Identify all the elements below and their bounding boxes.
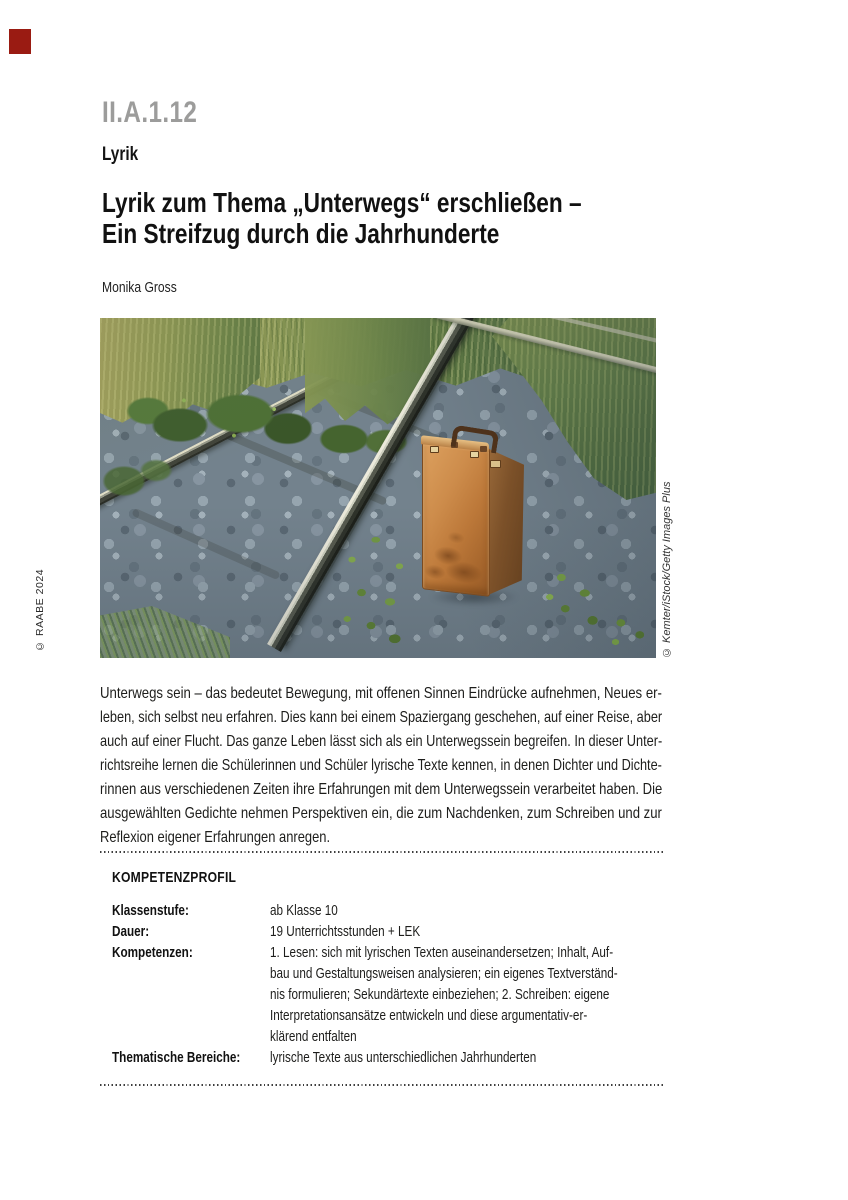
page-title-line1: Lyrik zum Thema „Unterwegs“ erschließen –: [102, 187, 582, 218]
profile-row: [112, 922, 672, 943]
profile-value-line: 19 Unterrichtsstunden + LEK: [270, 924, 421, 940]
page-title-line2: Ein Streifzug durch die Jahrhunderte: [102, 218, 500, 249]
intro-line: Reflexion eigener Erfahrungen anregen.: [100, 829, 331, 846]
photo-credit-vertical: © Kemter/iStock/Getty Images Plus: [661, 481, 673, 658]
intro-line: rinnen aus verschiedenen Zeiten ihre Erfahrungen mit dem Unterwegssein verarbeitet haben. Die: [100, 781, 663, 798]
profile-value-line: nis formulieren; Sekundärtexte einbeziehen; 2. Schreiben: eigene: [270, 987, 610, 1003]
intro-paragraph: [100, 682, 662, 850]
profile-value-line: 1. Lesen: sich mit lyrischen Texten auseinandersetzen; Inhalt, Auf-: [270, 945, 614, 961]
profile-row: [112, 943, 672, 1048]
suitcase: [418, 438, 530, 606]
subject-label: Lyrik: [102, 144, 139, 165]
profile-row-label: Klassenstufe:: [112, 903, 189, 919]
suitcase-side-face: [487, 448, 524, 600]
suitcase-lock: [490, 460, 501, 468]
document-code: II.A.1.12: [102, 96, 198, 129]
profile-row-value: [270, 901, 672, 922]
profile-row-value: [270, 943, 700, 1048]
page-title: [102, 187, 695, 249]
profile-row-label: Kompetenzen:: [112, 945, 193, 961]
profile-value-line: ab Klasse 10: [270, 903, 338, 919]
profile-value-line: lyrische Texte aus unterschiedlichen Jahrhunderten: [270, 1050, 537, 1066]
publisher-copyright-vertical: © RAABE 2024: [34, 568, 46, 652]
photo-suitcase-on-tracks: [100, 318, 656, 658]
author-name: Monika Gross: [102, 279, 177, 296]
profile-row: [112, 1048, 672, 1069]
intro-line: auch auf einer Flucht. Das ganze Leben lässt sich als ein Unterwegssein begreifen. In dieser Unter-: [100, 733, 663, 750]
profile-row-value: [270, 1048, 672, 1069]
profile-row-value: [270, 922, 672, 943]
suitcase-clasp: [430, 446, 439, 453]
suitcase-clasp: [470, 451, 479, 458]
weed-plant: [602, 606, 656, 654]
profile-row: [112, 901, 672, 922]
intro-line: ausgewählten Gedichte nehmen Perspektiven ein, die zum Nachdenken, zum Schreiben und zur: [100, 805, 662, 822]
profile-row-label: Thematische Bereiche:: [112, 1050, 241, 1066]
profile-value-line: klärend entfalten: [270, 1029, 357, 1045]
competence-profile-heading: KOMPETENZPROFIL: [112, 869, 237, 886]
section-color-marker: [9, 29, 31, 54]
profile-row-label: Dauer:: [112, 924, 150, 940]
dotted-separator-bottom: [100, 1084, 663, 1086]
profile-table: [112, 901, 672, 1069]
profile-value-line: bau und Gestaltungsweisen analysieren; ein eigenes Textverständ-: [270, 966, 618, 982]
suitcase-front-face: [422, 440, 490, 597]
dotted-separator-top: [100, 851, 663, 853]
profile-value-line: Interpretationsansätze entwickeln und diese argumentativ-er-: [270, 1008, 588, 1024]
intro-line: leben, sich selbst neu erfahren. Dies kann bei einem Spaziergang geschehen, auf einer Reise, aber: [100, 709, 663, 726]
intro-line: richtsreihe lernen die Schülerinnen und Schüler lyrische Texte kennen, in denen Dichter und Dichte-: [100, 757, 662, 774]
intro-line: Unterwegs sein – das bedeutet Bewegung, mit offenen Sinnen Eindrücke aufnehmen, Neues er-: [100, 685, 662, 702]
